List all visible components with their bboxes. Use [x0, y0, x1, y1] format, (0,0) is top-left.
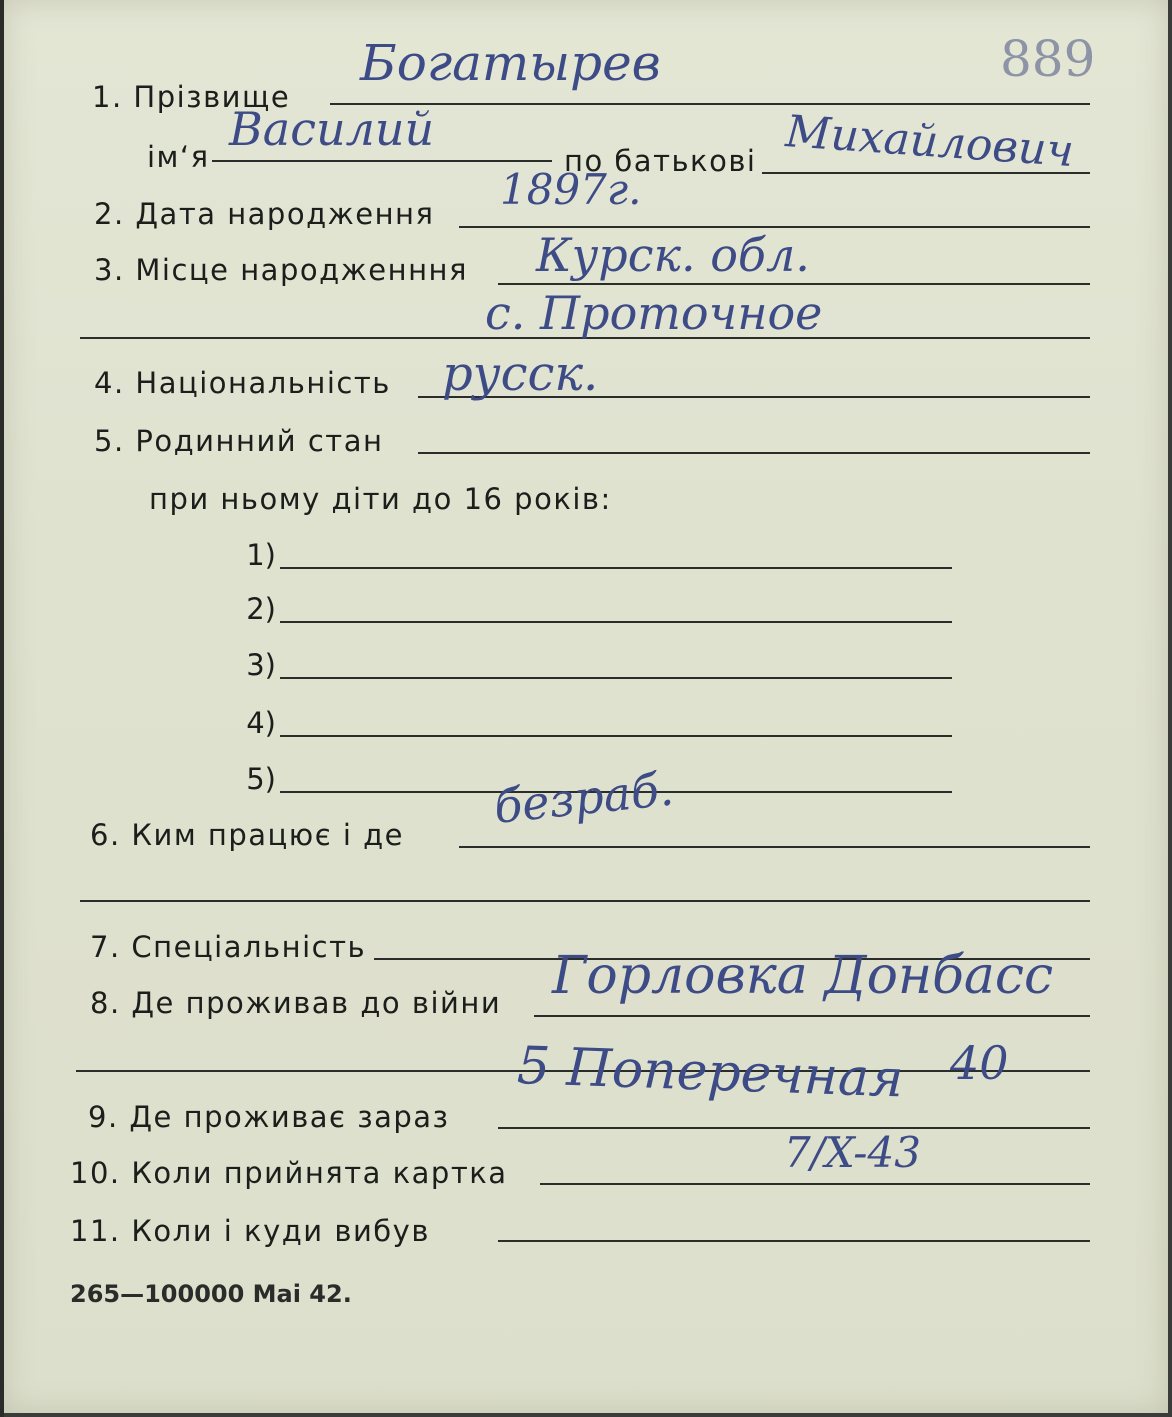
item-number: 11.	[70, 1214, 121, 1248]
first-name-line	[212, 160, 552, 162]
departed-label	[70, 1214, 430, 1248]
card-accepted-label	[70, 1156, 508, 1190]
specialty-label	[90, 930, 366, 964]
work-line	[459, 846, 1090, 848]
marital-label	[94, 424, 383, 458]
first-name-value: Василий	[229, 102, 435, 156]
child-row-2-number: 2)	[246, 592, 276, 626]
card-number: 889	[1000, 30, 1096, 88]
child-row-2-line	[280, 621, 952, 623]
current-residence-label	[88, 1100, 449, 1134]
child-row-3-number: 3)	[246, 648, 276, 682]
label-text: Коли прийнята картка	[131, 1156, 508, 1190]
label-text: Національність	[135, 366, 391, 400]
label-text: Де проживав до війни	[131, 986, 502, 1020]
label-text: Ким працює і де	[131, 818, 405, 852]
birth-date-label	[94, 197, 434, 231]
birth-place-value-1: Курск. обл.	[536, 228, 810, 282]
item-number: 7.	[90, 930, 121, 964]
patronymic-label: по батькові	[564, 144, 757, 178]
departed-line	[498, 1240, 1090, 1242]
label-text: Спеціальність	[131, 930, 367, 964]
item-number: 9.	[88, 1100, 119, 1134]
children-label: при ньому діти до 16 років:	[149, 482, 612, 516]
work-label	[90, 818, 404, 852]
label-text: Дата народження	[135, 197, 435, 231]
surname-value: Богатырев	[360, 34, 661, 92]
label-text: Родинний стан	[135, 424, 384, 458]
card-accepted-line	[540, 1183, 1090, 1185]
child-row-1-number: 1)	[246, 538, 276, 572]
work-value: безраб.	[491, 761, 676, 834]
registration-card	[4, 0, 1168, 1413]
label-text: Місце народженння	[135, 253, 468, 287]
item-number: 5.	[94, 424, 125, 458]
item-number: 1.	[92, 80, 123, 114]
item-number: 8.	[90, 986, 121, 1020]
prewar-house-number: 40	[950, 1036, 1009, 1090]
prewar-label	[90, 986, 501, 1020]
patronymic-value: Михайлович	[784, 106, 1076, 178]
prewar-value-2: 5 Поперечная	[516, 1036, 905, 1110]
child-row-4-number: 4)	[246, 706, 276, 740]
child-row-3-line	[280, 677, 952, 679]
first-name-label: ім‘я	[147, 140, 210, 174]
surname-line	[330, 103, 1090, 105]
item-number: 10.	[70, 1156, 121, 1190]
print-code: 265—100000 Mai 42.	[70, 1280, 352, 1308]
item-number: 2.	[94, 197, 125, 231]
item-number: 3.	[94, 253, 125, 287]
item-number: 4.	[94, 366, 125, 400]
prewar-value-1: Горловка Донбасс	[552, 946, 1054, 1006]
label-text: Прізвище	[133, 80, 291, 114]
label-text: Коли і куди вибув	[131, 1214, 430, 1248]
marital-line	[418, 452, 1090, 454]
birth-date-value: 1897г.	[500, 165, 642, 214]
item-number: 6.	[90, 818, 121, 852]
label-text: Де проживає зараз	[129, 1100, 450, 1134]
birth-place-line	[498, 283, 1090, 285]
birth-place-value-2: с. Проточное	[485, 286, 823, 340]
card-accepted-value: 7/X-43	[784, 1128, 921, 1177]
child-row-5-number: 5)	[246, 762, 276, 796]
child-row-1-line	[280, 567, 952, 569]
work-line-2	[80, 900, 1090, 902]
child-row-4-line	[280, 735, 952, 737]
nationality-value: русск.	[442, 346, 599, 402]
birth-place-label	[94, 253, 468, 287]
prewar-line	[534, 1015, 1090, 1017]
nationality-label	[94, 366, 391, 400]
